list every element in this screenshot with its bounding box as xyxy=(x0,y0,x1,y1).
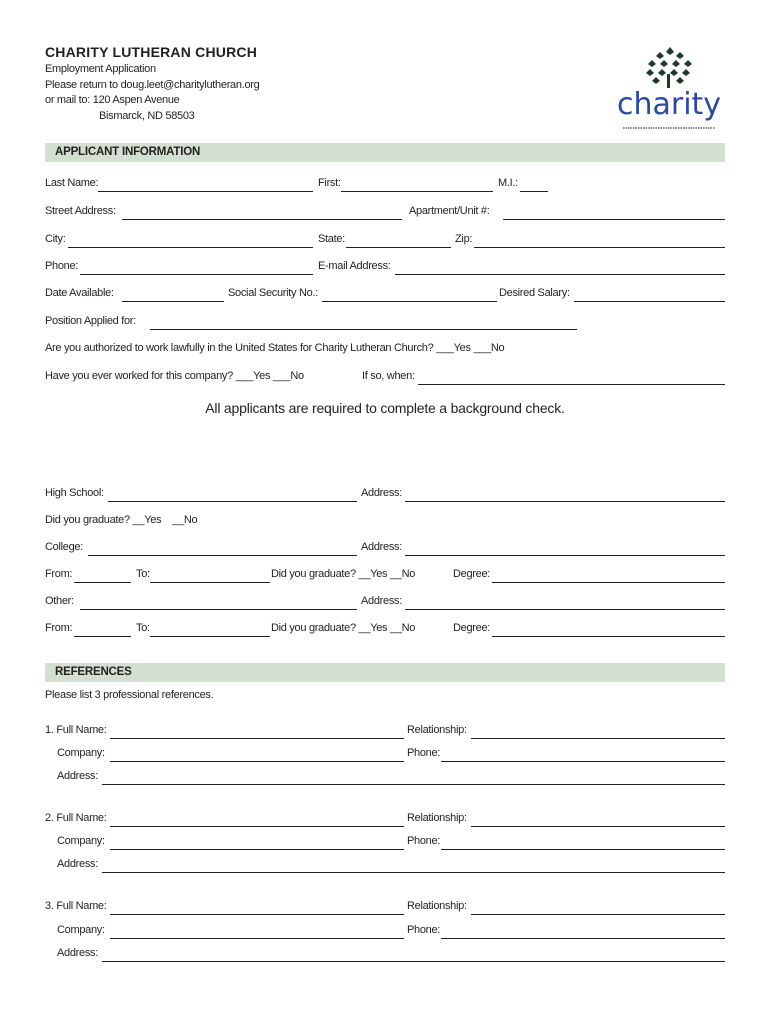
tree-leaves-icon xyxy=(618,44,720,134)
ref1-phone-label: Phone: xyxy=(407,747,441,759)
city-field[interactable] xyxy=(68,247,313,248)
email-label: E-mail Address: xyxy=(318,260,391,272)
section-header-applicant xyxy=(45,143,725,162)
college-address-label: Address: xyxy=(361,541,403,553)
worked-before-question: Have you ever worked for this company? ___Yes ___No xyxy=(45,370,304,382)
ref3-company-label: Company: xyxy=(57,924,105,936)
college-field[interactable] xyxy=(88,555,357,556)
ref3-relationship-label: Relationship: xyxy=(407,900,467,912)
if-so-when-field[interactable] xyxy=(418,384,725,385)
ref3-full-name-label: 3. Full Name: xyxy=(45,900,107,912)
logo-wordmark: charity xyxy=(618,87,720,122)
salary-field[interactable] xyxy=(574,301,725,302)
ref3-company-field[interactable] xyxy=(110,938,404,939)
ref1-full-name-field[interactable] xyxy=(110,738,404,739)
phone-label: Phone: xyxy=(45,260,79,272)
ref1-relationship-field[interactable] xyxy=(471,738,725,739)
ref2-address-label: Address: xyxy=(57,858,99,870)
ref1-full-name-label: 1. Full Name: xyxy=(45,724,107,736)
ssn-label: Social Security No.: xyxy=(228,287,318,299)
date-available-field[interactable] xyxy=(122,301,224,302)
ref1-address-field[interactable] xyxy=(102,784,725,785)
street-field[interactable] xyxy=(122,219,402,220)
college-from-field[interactable] xyxy=(74,582,131,583)
ref2-address-field[interactable] xyxy=(102,872,725,873)
other-label: Other: xyxy=(45,595,74,607)
apt-field[interactable] xyxy=(503,219,725,220)
other-from-label: From: xyxy=(45,622,73,634)
ref3-address-label: Address: xyxy=(57,947,99,959)
ref1-relationship-label: Relationship: xyxy=(407,724,467,736)
college-degree-field[interactable] xyxy=(492,582,725,583)
authorized-question: Are you authorized to work lawfully in the United States for Charity Lutheran Church? ___Yes ___No xyxy=(45,342,505,354)
college-degree-label: Degree: xyxy=(453,568,491,580)
return-address: Please return to doug.leet@charitylutheran.org xyxy=(45,79,260,91)
phone-field[interactable] xyxy=(80,274,313,275)
section-title-references: REFERENCES xyxy=(55,666,132,678)
state-label: State: xyxy=(318,233,345,245)
ref2-relationship-label: Relationship: xyxy=(407,812,467,824)
email-field[interactable] xyxy=(395,274,725,275)
apt-label: Apartment/Unit #: xyxy=(409,205,490,217)
ref3-address-field[interactable] xyxy=(102,961,725,962)
charity-logo xyxy=(618,44,720,134)
last-name-label: Last Name: xyxy=(45,177,99,189)
ssn-field[interactable] xyxy=(322,301,497,302)
other-graduate-question: Did you graduate? __Yes __No xyxy=(271,622,416,634)
doc-title: Employment Application xyxy=(45,63,156,75)
other-degree-field[interactable] xyxy=(492,636,725,637)
state-field[interactable] xyxy=(346,247,451,248)
ref3-phone-field[interactable] xyxy=(441,938,725,939)
ref2-relationship-field[interactable] xyxy=(471,826,725,827)
ref3-full-name-field[interactable] xyxy=(110,914,404,915)
zip-field[interactable] xyxy=(474,247,725,248)
ref1-address-label: Address: xyxy=(57,770,99,782)
section-header-references xyxy=(45,663,725,682)
ref3-phone-label: Phone: xyxy=(407,924,441,936)
ref2-phone-field[interactable] xyxy=(441,849,725,850)
org-name: CHARITY LUTHERAN CHURCH xyxy=(45,44,258,60)
other-field[interactable] xyxy=(80,609,357,610)
ref2-company-field[interactable] xyxy=(110,849,404,850)
last-name-field[interactable] xyxy=(98,191,313,192)
mi-field[interactable] xyxy=(520,191,548,192)
position-label: Position Applied for: xyxy=(45,315,136,327)
high-school-address-label: Address: xyxy=(361,487,403,499)
other-to-field[interactable] xyxy=(150,636,270,637)
background-check-notice: All applicants are required to complete a background check. xyxy=(205,400,565,416)
mail-address: or mail to: 120 Aspen Avenue xyxy=(45,94,180,106)
street-label: Street Address: xyxy=(45,205,116,217)
city-label: City: xyxy=(45,233,66,245)
first-name-field[interactable] xyxy=(341,191,493,192)
references-intro: Please list 3 professional references. xyxy=(45,689,214,701)
zip-label: Zip: xyxy=(455,233,473,245)
ref2-full-name-label: 2. Full Name: xyxy=(45,812,107,824)
high-school-address-field[interactable] xyxy=(405,501,725,502)
ref1-company-field[interactable] xyxy=(110,761,404,762)
other-to-label: To: xyxy=(136,622,150,634)
mi-label: M.I.: xyxy=(498,177,518,189)
hs-graduate-question: Did you graduate? __Yes __No xyxy=(45,514,198,526)
if-so-when-label: If so, when: xyxy=(362,370,415,382)
ref2-phone-label: Phone: xyxy=(407,835,441,847)
ref2-company-label: Company: xyxy=(57,835,105,847)
first-name-label: First: xyxy=(318,177,341,189)
college-label: College: xyxy=(45,541,83,553)
other-degree-label: Degree: xyxy=(453,622,491,634)
college-graduate-question: Did you graduate? __Yes __No xyxy=(271,568,416,580)
ref1-company-label: Company: xyxy=(57,747,105,759)
section-title-applicant: APPLICANT INFORMATION xyxy=(55,146,201,158)
other-address-field[interactable] xyxy=(405,609,725,610)
college-from-label: From: xyxy=(45,568,73,580)
ref3-relationship-field[interactable] xyxy=(471,914,725,915)
college-address-field[interactable] xyxy=(405,555,725,556)
college-to-field[interactable] xyxy=(150,582,270,583)
high-school-label: High School: xyxy=(45,487,104,499)
other-from-field[interactable] xyxy=(74,636,131,637)
ref2-full-name-field[interactable] xyxy=(110,826,404,827)
other-address-label: Address: xyxy=(361,595,403,607)
college-to-label: To: xyxy=(136,568,150,580)
date-available-label: Date Available: xyxy=(45,287,114,299)
high-school-field[interactable] xyxy=(108,501,357,502)
position-field[interactable] xyxy=(150,329,577,330)
ref1-phone-field[interactable] xyxy=(441,761,725,762)
city-address: Bismarck, ND 58503 xyxy=(99,110,195,122)
salary-label: Desired Salary: xyxy=(499,287,570,299)
